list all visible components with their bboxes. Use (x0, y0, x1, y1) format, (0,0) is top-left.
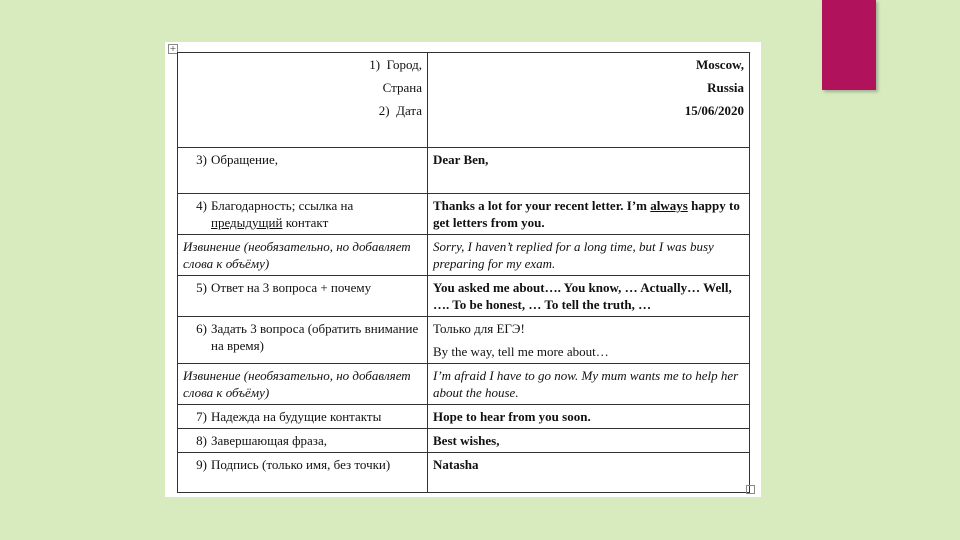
label-text: Задать 3 вопроса (обратить внимание на время) (211, 321, 419, 353)
accent-bar (822, 0, 876, 90)
document-page (165, 42, 761, 497)
table-row-header (178, 53, 750, 148)
item-number: 7) (196, 409, 207, 424)
resize-handle-icon[interactable] (746, 485, 755, 494)
table-row (178, 364, 750, 405)
cell-label (178, 405, 428, 429)
cell-value: I’m afraid I have to go now. My mum wants me to help her about the house. (428, 364, 750, 405)
label-underlined: предыдущий (211, 215, 283, 230)
cell-label (178, 429, 428, 453)
label-text: Завершающая фраза, (211, 433, 327, 448)
value-date: 15/06/2020 (684, 103, 744, 118)
item-number: 6) (196, 321, 207, 336)
label-date: Дата (396, 103, 422, 118)
label-text: Ответ на 3 вопроса + почему (211, 280, 372, 295)
cell-value: Sorry, I haven’t replied for a long time, but I was busy preparing for my exam. (428, 235, 750, 276)
value-note: Только для ЕГЭ! (433, 321, 525, 336)
cell-value: Best wishes, (428, 429, 750, 453)
item-number: 9) (196, 457, 207, 472)
value-text: By the way, tell me more about… (433, 344, 609, 359)
table-row (178, 148, 750, 194)
label-text: контакт (282, 215, 329, 230)
value-city: Moscow, (695, 57, 744, 72)
label-text: Обращение, (211, 152, 278, 167)
table-row (178, 194, 750, 235)
cell-value (428, 317, 750, 364)
cell-label: Извинение (необязательно, но добавляет слова к объёму) (178, 235, 428, 276)
value-text: Thanks a lot for your recent letter. I’m (433, 198, 651, 213)
table-row (178, 405, 750, 429)
cell-value: You asked me about…. You know, … Actually… Well, …. To be honest, … To tell the truth, … (428, 276, 750, 317)
value-underlined: always (650, 198, 688, 213)
table-row (178, 276, 750, 317)
cell-label (178, 317, 428, 364)
cell-value: Hope to hear from you soon. (428, 405, 750, 429)
table-row (178, 429, 750, 453)
item-number: 3) (196, 152, 207, 167)
value-country: Russia (707, 80, 744, 95)
value-text: happy to get letters from you. (433, 198, 740, 230)
item-number: 8) (196, 433, 207, 448)
cell-city-date-label (178, 53, 428, 148)
table-row (178, 235, 750, 276)
cell-label (178, 276, 428, 317)
table-row (178, 317, 750, 364)
item-number: 2) (378, 103, 390, 118)
item-number: 4) (196, 198, 207, 213)
move-handle-icon[interactable]: + (169, 44, 177, 53)
item-number: 5) (196, 280, 207, 295)
label-text: Подпись (только имя, без точки) (211, 457, 391, 472)
cell-label (178, 194, 428, 235)
item-number: 1) (369, 57, 381, 72)
label-text: Надежда на будущие контакты (211, 409, 382, 424)
table-row (178, 453, 750, 493)
cell-value: Natasha (428, 453, 750, 493)
cell-label (178, 453, 428, 493)
cell-label (178, 148, 428, 194)
letter-structure-table (177, 52, 750, 493)
cell-value (428, 194, 750, 235)
cell-city-date-value (428, 53, 750, 148)
cell-label: Извинение (необязательно, но добавляет слова к объёму) (178, 364, 428, 405)
label-city: Город, (386, 57, 422, 72)
cell-value: Dear Ben, (428, 148, 750, 194)
label-text: Благодарность; ссылка на (211, 198, 354, 213)
label-country: Страна (382, 80, 422, 95)
